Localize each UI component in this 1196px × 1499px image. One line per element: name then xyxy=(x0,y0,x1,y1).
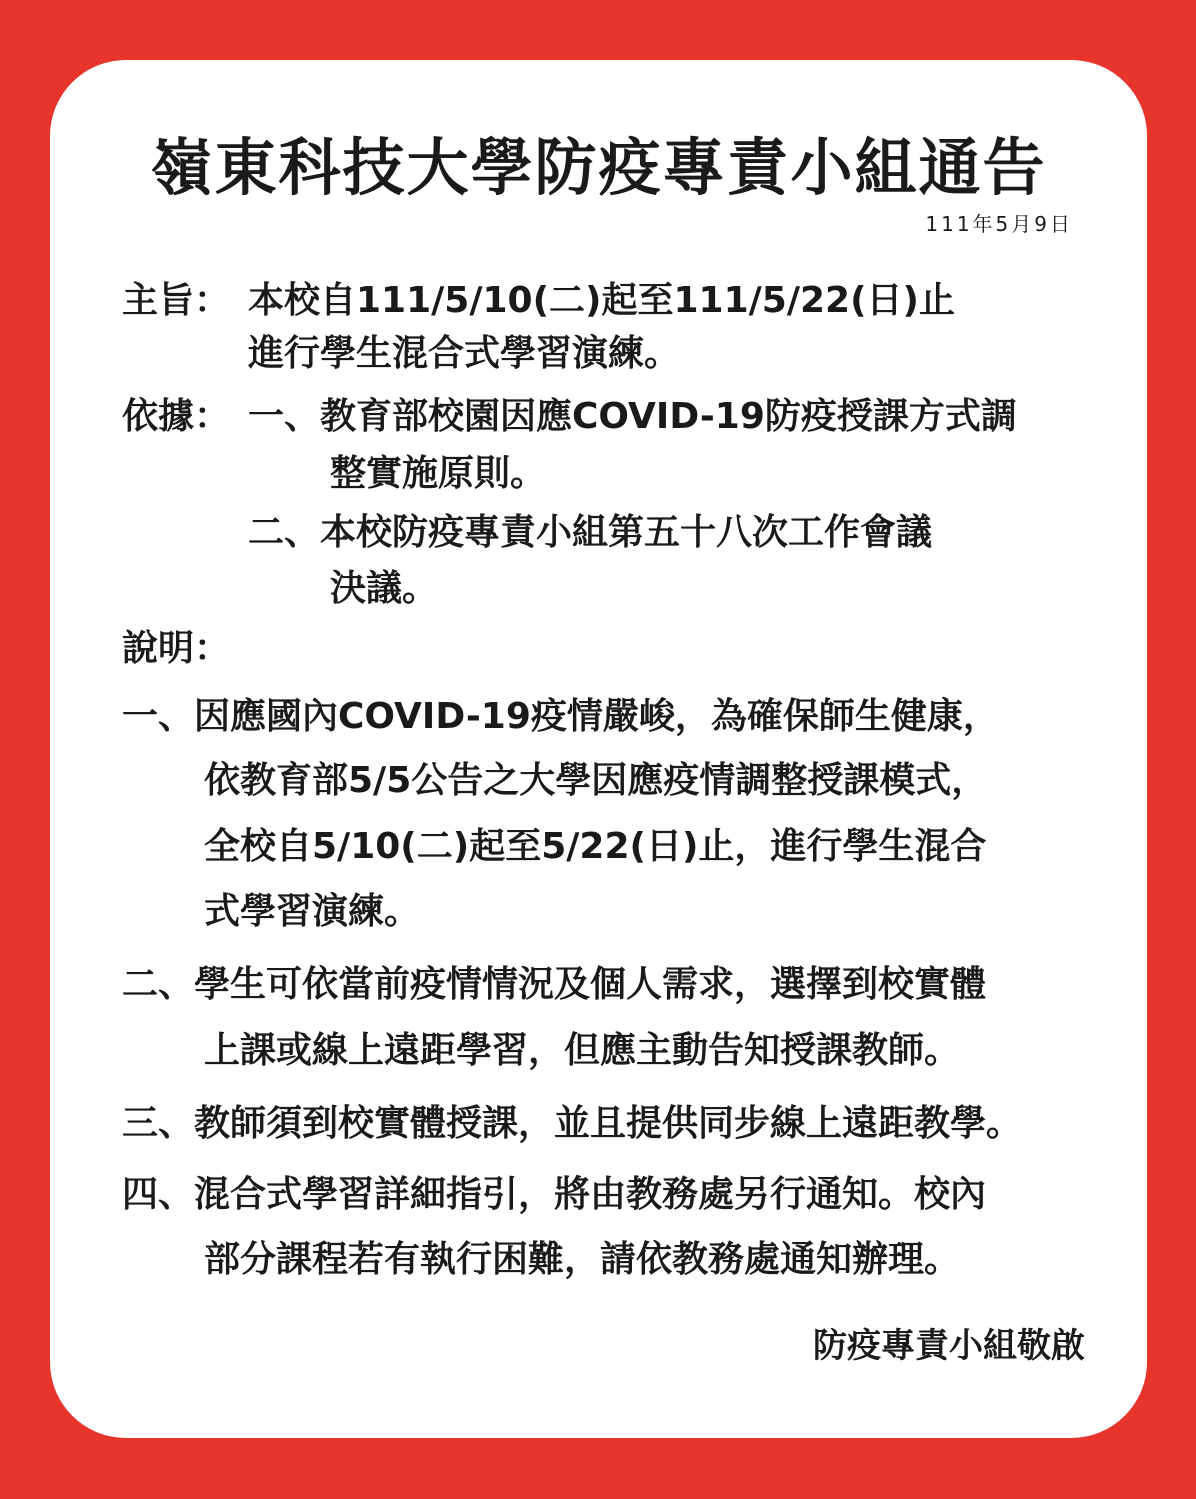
subject-line-1: 本校自111/5/10(二)起至111/5/22(日)止 xyxy=(248,280,955,321)
subject-line-2: 進行學生混合式學習演練。 xyxy=(248,333,681,374)
explanation-item-2-line-2: 上課或線上遠距學習，但應主動告知授課教師。 xyxy=(204,1030,961,1071)
notice-signature: 防疫專責小組敬啟 xyxy=(813,1326,1085,1366)
explanation-item-1-line-1: 一、因應國內COVID-19疫情嚴峻，為確保師生健康， xyxy=(122,696,999,737)
explanation-item-4-line-1: 四、混合式學習詳細指引，將由教務處另行通知。校內 xyxy=(122,1174,987,1215)
explanation-item-3-line-1: 三、教師須到校實體授課，並且提供同步線上遠距教學。 xyxy=(122,1103,1023,1144)
basis-item-2-line-1: 二、本校防疫專責小組第五十八次工作會議 xyxy=(248,512,933,553)
explanation-item-1-line-2: 依教育部5/5公告之大學因應疫情調整授課模式， xyxy=(204,760,988,801)
notice-date: 111年5月9日 xyxy=(925,212,1073,236)
basis-item-1-line-1: 一、教育部校園因應COVID-19防疫授課方式調 xyxy=(248,396,1017,437)
explanation-item-1-line-4: 式學習演練。 xyxy=(204,891,421,932)
explanation-item-2-line-1: 二、學生可依當前疫情情況及個人需求，選擇到校實體 xyxy=(122,964,987,1005)
subject-label: 主旨： xyxy=(122,280,231,321)
explanation-label: 說明： xyxy=(122,628,231,669)
explanation-item-1-line-3: 全校自5/10(二)起至5/22(日)止，進行學生混合 xyxy=(204,826,987,867)
basis-label: 依據： xyxy=(122,396,231,437)
notice-card xyxy=(50,60,1147,1438)
notice-title: 嶺東科技大學防疫專責小組通告 xyxy=(150,131,1047,204)
basis-item-1-line-2: 整實施原則。 xyxy=(330,453,547,494)
explanation-item-4-line-2: 部分課程若有執行困難，請依教務處通知辦理。 xyxy=(204,1239,961,1280)
basis-item-2-line-2: 決議。 xyxy=(330,568,439,609)
